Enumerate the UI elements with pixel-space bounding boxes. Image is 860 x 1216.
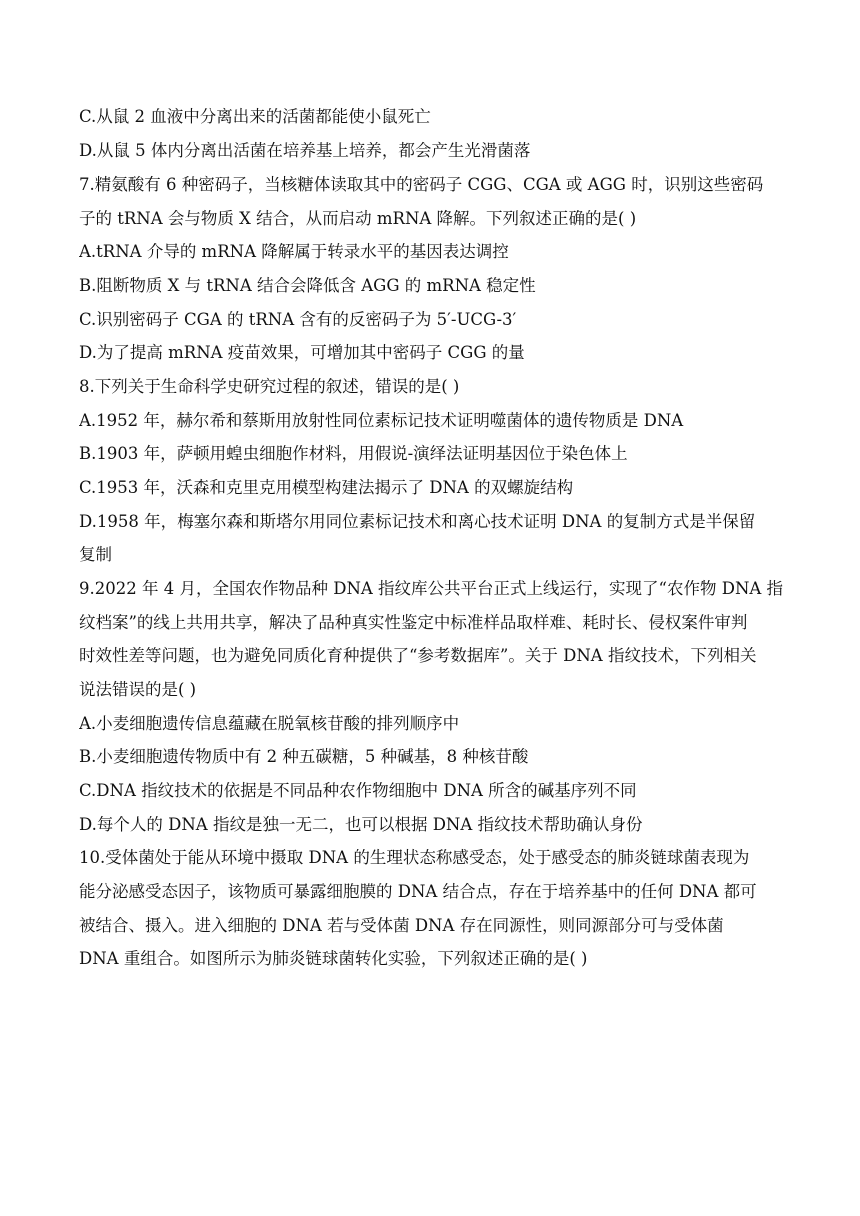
text-line: 说法错误的是( ) — [79, 680, 197, 699]
text-line: 复制 — [79, 545, 112, 564]
question-7-option-a: A.tRNA 介导的 mRNA 降解属于转录水平的基因表达调控 — [79, 242, 509, 261]
question-8-stem: 8.下列关于生命科学史研究过程的叙述，错误的是( ) — [79, 377, 460, 396]
text-line: 时效性差等问题，也为避免同质化育种提供了“参考数据库”。关于 DNA 指纹技术，下列相关 — [79, 646, 757, 665]
question-9-option-c: C.DNA 指纹技术的依据是不同品种农作物细胞中 DNA 所含的碱基序列不同 — [79, 781, 637, 800]
text-line: 被结合、摄入。进入细胞的 DNA 若与受体菌 DNA 存在同源性，则同源部分可与受体菌 — [79, 916, 724, 935]
text-line: 纹档案”的线上共用共享，解决了品种真实性鉴定中标准样品取样难、耗时长、侵权案件审判 — [79, 613, 748, 632]
question-8-option-b: B.1903 年，萨顿用蝗虫细胞作材料，用假说-演绎法证明基因位于染色体上 — [79, 444, 628, 463]
question-8-option-d: D.1958 年，梅塞尔森和斯塔尔用同位素标记技术和离心技术证明 DNA 的复制方式是半保留 — [79, 512, 756, 531]
text-line: 子的 tRNA 会与物质 X 结合，从而启动 mRNA 降解。下列叙述正确的是( ) — [79, 209, 637, 228]
question-7-stem: 7.精氨酸有 6 种密码子，当核糖体读取其中的密码子 CGG、CGA 或 AGG 时，识别这些密码 — [79, 175, 764, 194]
question-9-option-b: B.小麦细胞遗传物质中有 2 种五碳糖，5 种碱基，8 种核苷酸 — [79, 747, 529, 766]
question-9-option-a: A.小麦细胞遗传信息蕴藏在脱氧核苷酸的排列顺序中 — [79, 714, 460, 733]
question-7-option-b: B.阻断物质 X 与 tRNA 结合会降低含 AGG 的 mRNA 稳定性 — [79, 276, 536, 295]
question-9-stem: 9.2022 年 4 月，全国农作物品种 DNA 指纹库公共平台正式上线运行，实现了“农作物 DNA 指 — [79, 579, 784, 598]
question-7-option-d: D.为了提高 mRNA 疫苗效果，可增加其中密码子 CGG 的量 — [79, 343, 525, 362]
question-9-option-d: D.每个人的 DNA 指纹是独一无二，也可以根据 DNA 指纹技术帮助确认身份 — [79, 815, 643, 834]
text-line: 能分泌感受态因子，该物质可暴露细胞膜的 DNA 结合点，存在于培养基中的任何 DNA 都可 — [79, 882, 757, 901]
text-line: D.从鼠 5 体内分离出活菌在培养基上培养，都会产生光滑菌落 — [79, 141, 531, 160]
text-line: DNA 重组合。如图所示为肺炎链球菌转化实验，下列叙述正确的是( ) — [79, 949, 588, 968]
question-7-option-c: C.识别密码子 CGA 的 tRNA 含有的反密码子为 5′-UCG-3′ — [79, 310, 517, 329]
question-8-option-a: A.1952 年，赫尔希和蔡斯用放射性同位素标记技术证明噬菌体的遗传物质是 DNA — [79, 411, 684, 430]
question-10-stem: 10.受体菌处于能从环境中摄取 DNA 的生理状态称感受态，处于感受态的肺炎链球菌表现为 — [79, 848, 750, 867]
text-line: C.从鼠 2 血液中分离出来的活菌都能使小鼠死亡 — [79, 107, 431, 126]
question-8-option-c: C.1953 年，沃森和克里克用模型构建法揭示了 DNA 的双螺旋结构 — [79, 478, 574, 497]
